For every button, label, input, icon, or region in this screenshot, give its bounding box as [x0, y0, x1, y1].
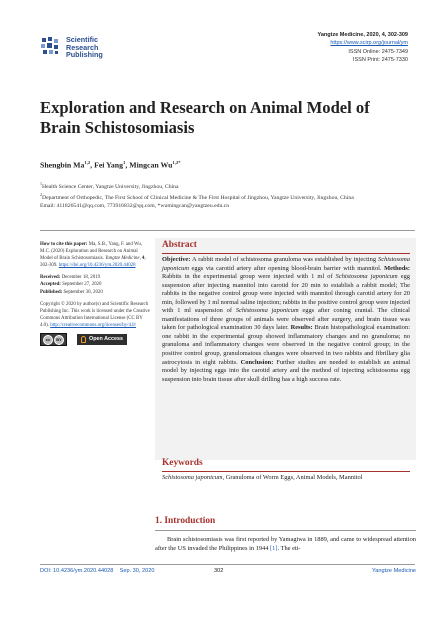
objective-label: Objective:: [162, 256, 191, 263]
journal-citation: Yangtze Medicine, 2020, 4, 302-309: [317, 32, 408, 38]
intro-paragraph: Brain schistosomiasis was first reported by Yamagiwa in 1889, and came to widespread attention after the US invaded the Philippines in 1944: [155, 536, 416, 552]
cite-volume: 4: [142, 256, 145, 262]
footer-doi: [40, 568, 154, 574]
received-label: Received:: [40, 275, 61, 281]
cite-doi-link[interactable]: https://doi.org/10.4236/ym.2020.44028: [58, 263, 136, 269]
keyword-species: Schistosoma japonicum: [162, 474, 223, 481]
publisher-name: [66, 36, 103, 59]
copyright-notice: [40, 301, 150, 346]
cite-journal: Yangtze Medicine: [105, 256, 140, 262]
author-emails: Email: 411826541@qq.com, 773916832@qq.com, *wumingcan@yangtzeu.edu.cn: [40, 203, 230, 210]
affiliation-number: 2: [40, 192, 42, 198]
publisher-logo: [40, 36, 103, 59]
introduction-rule: [155, 530, 416, 531]
logo-line: Scientific: [66, 35, 98, 44]
affiliation: [40, 180, 415, 191]
published-date: [40, 289, 150, 296]
abstract-text: [162, 256, 410, 384]
conclusion-text: Further studies are needed to establish an animal model by injecting eggs into the carotid artery and the method of injecting schistosoma egg suspension into brain tissue after skull drilling has a high success rate.: [162, 358, 410, 383]
methods-text: egg suspension after injecting mannitol into carotid for 20 min to establish a rabbit model; The rabbits in the negative control group were injected with mannitol through carotid artery for 20 min, followed by 1 ml normal saline injection; rabbits in the positive control group were injected with 1 ml suspension of: [162, 273, 410, 315]
open-access-label: Open Access: [89, 335, 123, 342]
article-title: Exploration and Research on Animal Model of Brain Schistosomiasis: [40, 98, 370, 137]
issn-print: ISSN Print: 2475-7330: [352, 57, 408, 64]
author-separator: ,: [125, 160, 130, 170]
methods-label: Methods:: [384, 264, 410, 272]
introduction-text: [155, 536, 416, 553]
conclusion-label: Conclusion:: [240, 358, 274, 366]
species-name: Schistosoma japonicum: [335, 273, 398, 281]
open-lock-icon: [81, 336, 86, 343]
author-affiliation-mark: 1,2*: [172, 160, 181, 165]
footer-doi-text[interactable]: DOI: 10.4236/ym.2020.44028: [40, 568, 114, 574]
accepted-date: [40, 281, 150, 288]
introduction-heading: 1. Introduction: [155, 516, 216, 526]
methods-text: eggs after coning cranial. The clinical manifestations of three groups of animals were observed after surgery, and brain tissue was taken for pathological examination 30 days later.: [162, 307, 410, 332]
abstract-heading: Abstract: [162, 240, 197, 250]
affiliations: [40, 180, 415, 210]
footer-page-number: 302: [214, 568, 224, 574]
issn-online: ISSN Online: 2475-7349: [348, 48, 408, 55]
journal-header: [318, 31, 409, 65]
logo-line: Research: [66, 42, 99, 52]
species-name: Schistosoma japonicum: [235, 307, 299, 315]
methods-text: Rabbits in the experimental group were injected with 1 ml of: [162, 273, 333, 281]
objective-text: eggs via carotid artery after opening blood-brain barrier with mannitol.: [191, 264, 382, 272]
header-divider: [40, 230, 415, 231]
license-badges: [40, 333, 150, 346]
intro-paragraph-tail: . The eti-: [277, 544, 301, 552]
published-value: September 30, 2020: [63, 289, 103, 295]
footer-divider: [40, 564, 415, 565]
author-list: [40, 160, 181, 170]
open-access-badge: [77, 334, 127, 345]
affiliation-text: Department of Orthopedic, The First School of Clinical Medicine & The First Hospital of Jingzhou, Yangtze University, Jingzhou, China: [42, 194, 354, 201]
keywords-rule: [162, 471, 410, 472]
logo-line: Publishing: [66, 50, 103, 60]
by-icon: BY: [54, 335, 64, 345]
keywords-heading: Keywords: [162, 458, 203, 468]
author-name: Mingcan Wu: [129, 160, 173, 170]
article-dates: [40, 274, 150, 295]
author-name: Shengbin Ma: [40, 160, 85, 170]
accepted-label: Accepted:: [40, 282, 61, 288]
footer-date: Sep. 30, 2020: [119, 568, 155, 574]
cite-pages: , 302-309.: [40, 256, 146, 269]
author-affiliation-mark: 1,2: [84, 160, 91, 165]
results-text: Brain histopathological examination: one rabbit in the experimental group showed inflammatory changes and no granuloma; no granuloma and inflammatory changes were observed in the negative control group; in the positive control group, granulomatous changes were observed in two rabbits and fibrillary glia astrocytosis in eight rabbits.: [162, 324, 410, 366]
affiliation-text: Health Science Center, Yangtze University, Jingzhou, China: [42, 183, 179, 190]
keywords-list: [162, 474, 410, 483]
results-label: Results:: [290, 324, 313, 332]
species-name: Schistosoma japonicum: [162, 256, 410, 272]
affiliation-number: 1: [40, 181, 42, 186]
cc-by-badge-icon[interactable]: [40, 333, 67, 346]
accepted-value: September 27, 2020: [62, 282, 102, 288]
cc-icon: cc: [43, 335, 53, 345]
cite-label: How to cite this paper:: [40, 242, 88, 247]
keyword-rest: , Granuloma of Worm Eggs, Animal Models, Mannitol: [222, 474, 363, 481]
license-link[interactable]: http://creativecommons.org/licenses/by/4.0/: [50, 322, 136, 328]
cite-text: Ma, S.B., Yang, F. and Wu, M.C. (2020) Exploration and Research on Animal Model of Brain Schistosomiasis.: [40, 242, 143, 262]
how-to-cite: How to cite this paper: Ma, S.B., Yang, F. and Wu, M.C. (2020) Exploration and Research on Animal Model of Brain Schistosomiasis. Yangtze Medicine, 4, 302-309. https://doi.org/10.4236/ym.2020.44028: [40, 242, 146, 269]
author-separator: ,: [90, 160, 95, 170]
author-name: Fei Yang: [94, 160, 124, 170]
reference-link[interactable]: [1]: [270, 544, 278, 552]
scirp-logo-icon: [40, 36, 62, 58]
received-value: December 18, 2019: [61, 275, 101, 281]
footer-journal: Yangtze Medicine: [371, 568, 416, 574]
article-info-sidebar: [40, 241, 150, 351]
abstract-rule: [162, 253, 410, 254]
affiliation: [40, 191, 415, 202]
journal-url-link[interactable]: https://www.scirp.org/journal/ym: [330, 40, 408, 47]
copyright-text: Copyright © 2020 by author(s) and Scientific Research Publishing Inc. This work is licensed under the Creative Commons Attribution International License (CC BY 4.0).: [40, 301, 150, 328]
published-label: Published:: [40, 289, 63, 295]
author-affiliation-mark: 1: [123, 160, 126, 165]
received-date: [40, 274, 150, 281]
objective-text: A rabbit model of schistosoma granuloma was established by injecting: [192, 256, 377, 263]
